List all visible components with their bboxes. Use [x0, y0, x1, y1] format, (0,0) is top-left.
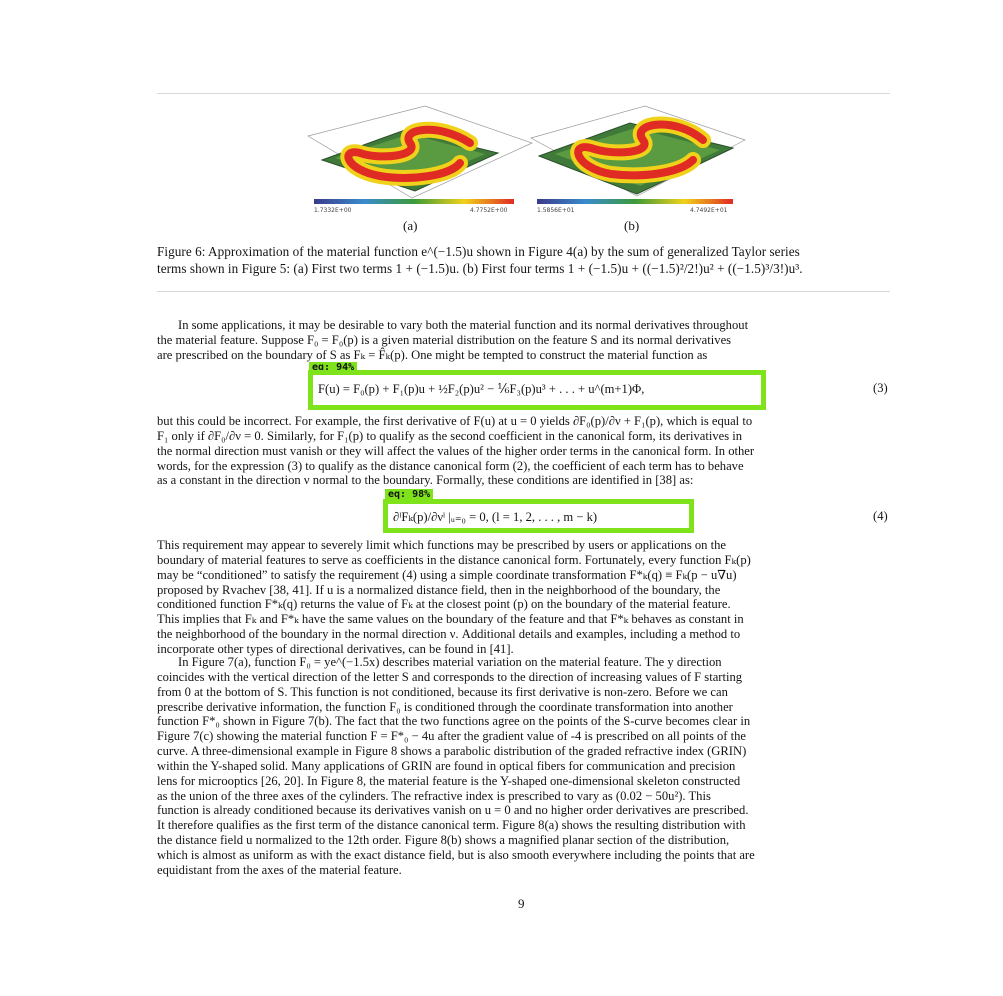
text-line: the distance field u normalized to the 12th order. Figure 8(b) shows a magnified planar section of the distribution,	[157, 833, 730, 848]
text-line: It therefore qualifies as the first term of the distance canonical term. Figure 8(a) shows the resulting distribution with	[157, 818, 746, 833]
text-line: as a constant in the direction ν normal to the boundary. Formally, these conditions are identified in [38] as:	[157, 473, 694, 488]
text-line: as the union of the three axes of the cylinders. The refractive index is prescribed to vary as (0.02 − 50u²). This	[157, 788, 711, 803]
figure-6-caption	[157, 243, 892, 277]
colorbar-a-max: 4.7752E+00	[470, 207, 508, 214]
text-line: conditioned function F*ₖ(q) returns the value of Fₖ at the closest point (p) on the boundary of the material feature.	[157, 597, 731, 612]
paragraph-3	[157, 538, 892, 657]
text-line: words, for the expression (3) to qualify as the distance canonical form (2), the coefficient of each term has to behave	[157, 458, 744, 473]
text-line: F₁ only if ∂F₀/∂ν = 0. Similarly, for F₁(p) to qualify as the second coefficient in the canonical form, its derivatives in	[157, 428, 743, 443]
paragraph-2	[157, 414, 892, 488]
text-line: This implies that Fₖ and F*ₖ have the same values on the boundary of the feature and that F*ₖ behaves as constant in	[157, 612, 744, 627]
caption-line: terms shown in Figure 5: (a) First two terms 1 + (−1.5)u. (b) First four terms 1 + (−1.5)u + ((−1.5)²/2!)u² + ((−1.5)³/3!)u³.	[157, 261, 803, 276]
equation-4-number: (4)	[873, 509, 888, 523]
text-line: prescribe derivative information, the function F₀ is conditioned through the coordinate transformation into another	[157, 699, 733, 714]
equation-3-detection-tag: eq: 94%	[309, 362, 357, 374]
colorbar-a-min: 1.7332E+00	[314, 207, 352, 214]
figure-6b-surface-plot	[525, 98, 750, 218]
colorbar-b	[537, 199, 733, 204]
colorbar-b-max: 4.7492E+01	[690, 207, 728, 214]
text-line: proposed by Rvachev [38, 41]. If u is a normalized distance field, then in the neighborhood of the boundary, the	[157, 582, 721, 597]
figure-6a-surface-plot	[300, 98, 535, 218]
text-line: coincides with the vertical direction of the letter S and corresponds to the direction of increasing values of F starting	[157, 669, 743, 684]
top-rule	[157, 93, 890, 94]
caption-line: Figure 6: Approximation of the material function e^(−1.5)u shown in Figure 4(a) by the sum of generalized Taylor series	[157, 244, 800, 259]
text-line: boundary of material features to serve as coefficients in the distance canonical form. Fortunately, every function Fₖ(p)	[157, 552, 751, 567]
text-line: may be “conditioned” to satisfy the requirement (4) using a simple coordinate transformation F*ₖ(q) ≡ Fₖ(p − u∇u)	[157, 567, 737, 582]
paragraph-4	[157, 655, 892, 878]
text-line: incorporate other types of directional derivatives, can be found in [41].	[157, 641, 514, 656]
text-line: In some applications, it may be desirable to vary both the material function and its normal derivatives throughout	[178, 318, 749, 332]
page-number: 9	[518, 896, 525, 911]
text-line: function is already conditioned because its derivatives vanish on u = 0 and no higher order derivatives are prescribed.	[157, 803, 749, 818]
figure-6a-label: (a)	[403, 218, 418, 233]
text-line: equidistant from the axes of the material feature.	[157, 862, 402, 877]
text-line: lens for microoptics [26, 20]. In Figure 8, the material feature is the Y-shaped one-dimensional skeleton constructed	[157, 773, 741, 788]
colorbar-b-min: 1.5856E+01	[537, 207, 575, 214]
text-line: This requirement may appear to severely limit which functions may be prescribed by users or applications on the	[157, 538, 727, 552]
equation-3-number: (3)	[873, 381, 888, 395]
text-line: Figure 7(c) showing the material function F = F*₀ − 4u after the gradient value of -4 is prescribed on all points of the	[157, 729, 747, 744]
text-line: curve. A three-dimensional example in Figure 8 shows a parabolic distribution of the graded refractive index (GRIN)	[157, 744, 747, 759]
text-line: In Figure 7(a), function F₀ = ye^(−1.5x) describes material variation on the material feature. The y direction	[178, 655, 722, 669]
text-line: the material feature. Suppose F₀ = F₀(p) is a given material distribution on the feature S and its normal derivatives	[157, 332, 732, 347]
equation-4-detection-tag: eq: 98%	[385, 489, 433, 501]
colorbar-a	[314, 199, 514, 204]
figure-6b-label: (b)	[624, 218, 640, 233]
text-line: function F*₀ shown in Figure 7(b). The fact that the two functions agree on the points of the S-curve becomes clear in	[157, 714, 751, 729]
caption-rule	[157, 291, 890, 292]
equation-3: F(u) = F₀(p) + F₁(p)u + ½F₂(p)u² − ⅙F₃(p)u³ + . . . + u^(m+1)Φ,	[318, 382, 645, 396]
equation-4: ∂ˡFₖ(p)/∂νˡ |ᵤ₌₀ = 0, (l = 1, 2, . . . , m − k)	[393, 510, 598, 524]
text-line: but this could be incorrect. For example, the first derivative of F(u) at u = 0 yields ∂F₀(p)/∂ν + F₁(p), which is equal to	[157, 414, 753, 428]
text-line: the normal direction must vanish or they will affect the values of the higher order terms in the canonical form. In other	[157, 443, 755, 458]
text-line: the neighborhood of the boundary in the normal direction ν. Additional details and examples, including a method to	[157, 627, 741, 642]
text-line: are prescribed on the boundary of S as Fₖ = F̂ₖ(p). One might be tempted to construct the material function as	[157, 347, 708, 362]
text-line: which is almost as uniform as with the exact distance field, but is also smooth everywhere including the points that are	[157, 847, 755, 862]
text-line: from 0 at the bottom of S. This function is not conditioned, because its first derivative is non-zero. Before we can	[157, 684, 728, 699]
text-line: within the Y-shaped solid. Many applications of GRIN are found in optical fibers for communication and precision	[157, 758, 736, 773]
paragraph-1	[157, 318, 892, 363]
